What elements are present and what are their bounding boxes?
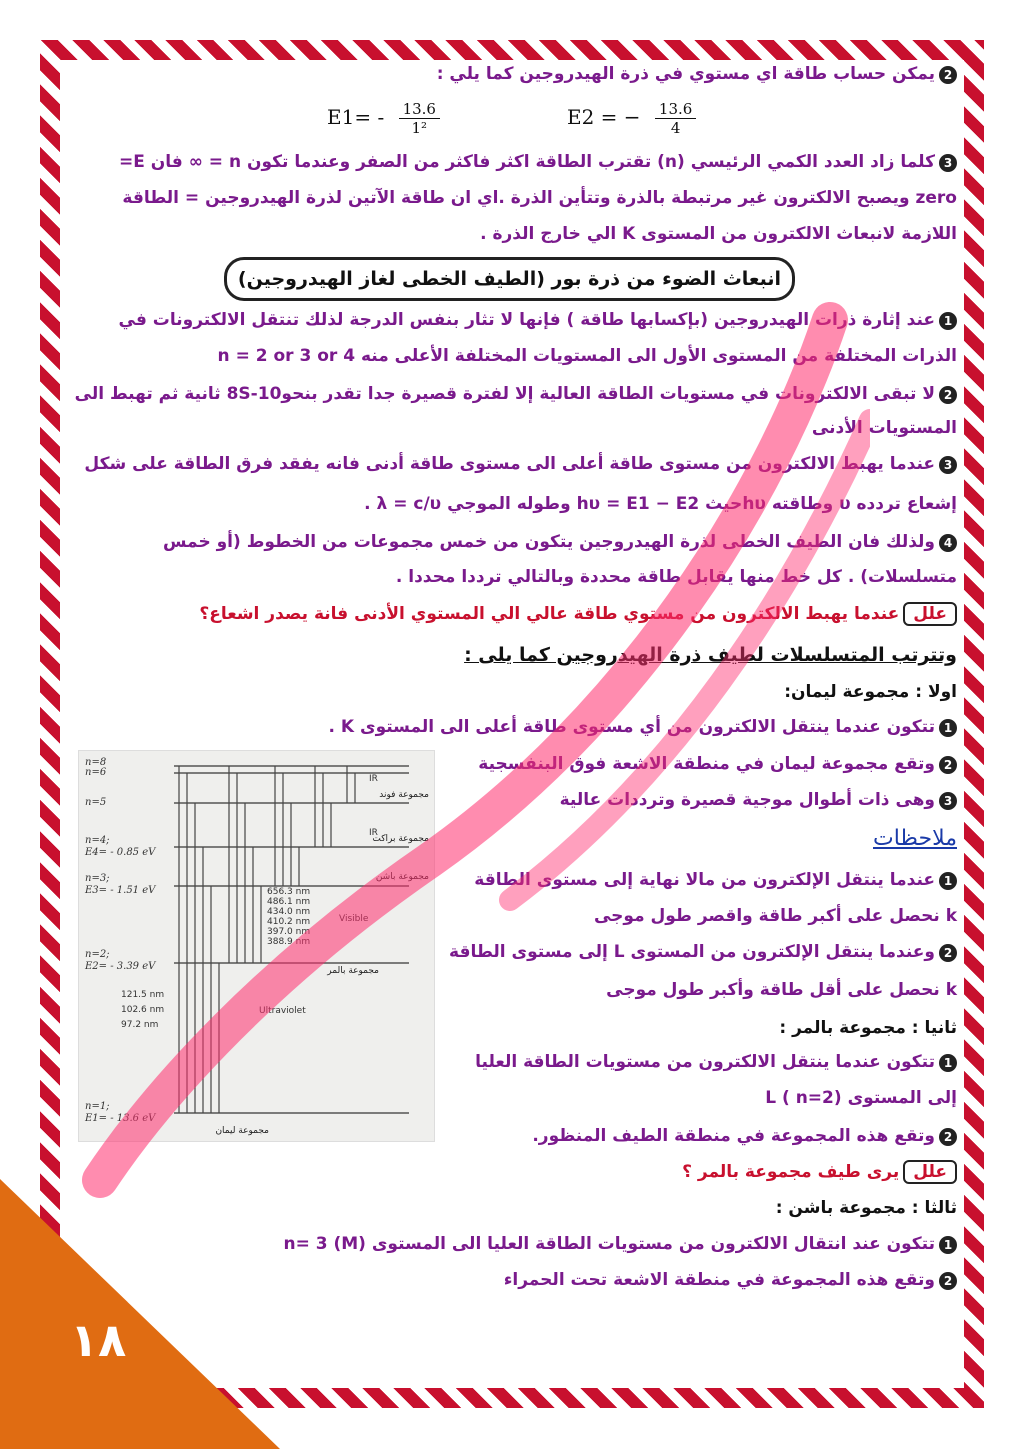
hydrogen-spectrum-diagram xyxy=(78,750,435,1142)
level-e4: E4= - 0.85 eV xyxy=(85,847,156,858)
corner-decoration xyxy=(0,1179,280,1449)
paschen-point-2: 2وتقع هذه المجموعة في منطقة الاشعة تحت الحمراء xyxy=(504,1270,957,1290)
equation-e2: E2 = − $\frac{13.6}{4}$ xyxy=(567,100,696,137)
label-lyman: مجموعة ليمان xyxy=(215,1126,269,1136)
para-excitation-1b: الذرات المختلفة من المستوى الأول الى المستويات المختلفة الأعلى منه n = 2 or 3 or 4 xyxy=(217,346,957,366)
balmer-line-4: 410.2 nm xyxy=(267,917,311,927)
para-excitation-2a: 2لا تبقى الالكترونات في مستويات الطاقة العالية إلا لفترة قصيرة جدا تقدر بنحو10-8S ثانية ثم تهبط الى xyxy=(75,384,957,404)
note-1a: 1عندما ينتقل الإلكترون من مالا نهاية إلى مستوى الطاقة xyxy=(474,870,957,890)
question-tag: علل xyxy=(903,1160,957,1184)
para-excitation-4a: 4ولذلك فان الطيف الخطى لذرة الهيدروجين يتكون من خمس مجموعات من الخطوط (أو خمس xyxy=(163,532,957,552)
question-1: عللعندما يهبط الالكترون من مستوي طاقة عالي الي المستوي الأدنى فانة يصدر اشعاع؟ xyxy=(199,602,957,626)
level-n4: n=4; xyxy=(85,835,110,846)
balmer-line-1: 656.3 nm xyxy=(267,887,311,897)
level-n1: n=1; xyxy=(85,1101,110,1112)
para-excitation-3b: إشعاع تردده υ وطاقته hυحيث hυ = E1 − E2 وطوله الموجي λ = c/υ . xyxy=(364,494,957,514)
level-n5: n=5 xyxy=(85,797,107,808)
series-intro: وتترتب المتسلسلات لطيف ذرة الهيدروجين كما يلى : xyxy=(464,644,957,666)
paschen-point-1: 1تتكون عند انتقال الالكترون من مستويات الطاقة العليا الى المستوى n= 3 (M) xyxy=(283,1234,957,1254)
equation-e1: E1= - $\frac{13.6}{\text{1²}}$ xyxy=(327,100,440,137)
lyman-point-2: 2وتقع مجموعة ليمان في منطقة الاشعة فوق البنفسجية xyxy=(478,754,957,774)
level-n8: n=8 xyxy=(85,757,107,768)
paschen-title: ثالثا : مجموعة باشن : xyxy=(775,1198,957,1218)
note-1b: k نحصل على أكبر طاقة واقصر طول موجى xyxy=(593,906,957,926)
balmer-point-2: 2وتقع هذه المجموعة في منطقة الطيف المنظور. xyxy=(532,1126,957,1146)
balmer-point-1b: إلى المستوى L ( n=2) xyxy=(765,1088,957,1108)
para-excitation-1a: 1عند إثارة ذرات الهيدروجين (بإكسابها طاقة ) فإنها لا تثار بنفس الدرجة لذلك تنتقل الالكترونات في xyxy=(119,310,957,330)
para-excitation-2b: المستويات الأدنى xyxy=(811,418,957,438)
lyman-line-3: 97.2 nm xyxy=(121,1020,159,1030)
section-title-box: انبعاث الضوء من ذرة بور (الطيف الخطى لغاز الهيدروجين) xyxy=(224,257,795,301)
lyman-title: اولا : مجموعة ليمان: xyxy=(784,682,957,702)
para-excitation-3a: 3عندما يهبط الالكترون من مستوى طاقة أعلى الى مستوى طاقة أدنى فانه يفقد فرق الطاقة على شكل xyxy=(84,454,957,474)
level-e1: E1= - 13.6 eV xyxy=(85,1113,156,1124)
balmer-line-6: 388.9 nm xyxy=(267,937,311,947)
balmer-title: ثانيا : مجموعة بالمر : xyxy=(779,1018,957,1038)
level-n3: n=3; xyxy=(85,873,110,884)
region-uv: Ultraviolet xyxy=(259,1006,306,1016)
page-number: ١٨ xyxy=(70,1313,127,1367)
para-quantum-3b: zero ويصبح الالكترون غير مرتبطة بالذرة وتتأين الذرة .اي ان طاقة الآتين لذرة الهيدروجين = الطاقة xyxy=(122,188,957,208)
level-n2: n=2; xyxy=(85,949,110,960)
balmer-line-2: 486.1 nm xyxy=(267,897,311,907)
balmer-point-1a: 1تتكون عندما ينتقل الالكترون من مستويات الطاقة العليا xyxy=(475,1052,957,1072)
notes-title: ملاحظات xyxy=(873,826,957,851)
para-excitation-4b: متسلسلات) . كل خط منها يقابل طاقة محددة وبالتالي ترددا محددا . xyxy=(395,567,957,587)
label-paschen: مجموعة باشن xyxy=(375,872,429,882)
label-brackett: مجموعة براكت xyxy=(372,834,429,844)
energy-level-svg xyxy=(79,751,434,1141)
para-energy-calc: 2يمكن حساب طاقة اي مستوي في ذرة الهيدروجين كما يلي : xyxy=(437,64,957,84)
level-n6: n=6 xyxy=(85,767,107,778)
level-e3: E3= - 1.51 eV xyxy=(85,885,156,896)
lyman-point-3: 3وهى ذات أطوال موجية قصيرة وترددات عالية xyxy=(560,790,957,810)
level-e2: E2= - 3.39 eV xyxy=(85,961,156,972)
region-ir-2: IR xyxy=(369,828,378,838)
balmer-line-5: 397.0 nm xyxy=(267,927,311,937)
region-ir-1: IR xyxy=(369,774,378,784)
lyman-line-1: 121.5 nm xyxy=(121,990,165,1000)
label-balmer: مجموعة بالمر xyxy=(327,966,379,976)
question-2: علليرى طيف مجموعة بالمر ؟ xyxy=(682,1160,957,1184)
region-visible: Visible xyxy=(339,914,369,924)
para-quantum-3c: اللازمة لانبعاث الالكترون من المستوى K الي خارج الذرة . xyxy=(480,224,957,244)
balmer-line-3: 434.0 nm xyxy=(267,907,311,917)
question-tag: علل xyxy=(903,602,957,626)
note-2b: k نحصل على أقل طاقة وأكبر طول موجى xyxy=(606,980,957,1000)
lyman-line-2: 102.6 nm xyxy=(121,1005,165,1015)
para-quantum-3a: 3كلما زاد العدد الكمي الرئيسي (n) تقترب الطاقة اكثر فاكثر من الصفر وعندما تكون n = ∞ فان E= xyxy=(119,152,957,172)
lyman-point-1: 1تتكون عندما ينتقل الالكترون من أي مستوى طاقة أعلى الى المستوى K . xyxy=(329,717,958,737)
label-pfund: مجموعة فوند xyxy=(379,790,429,800)
note-2a: 2وعندما ينتقل الإلكترون من المستوى L إلى مستوى الطاقة xyxy=(449,942,957,962)
